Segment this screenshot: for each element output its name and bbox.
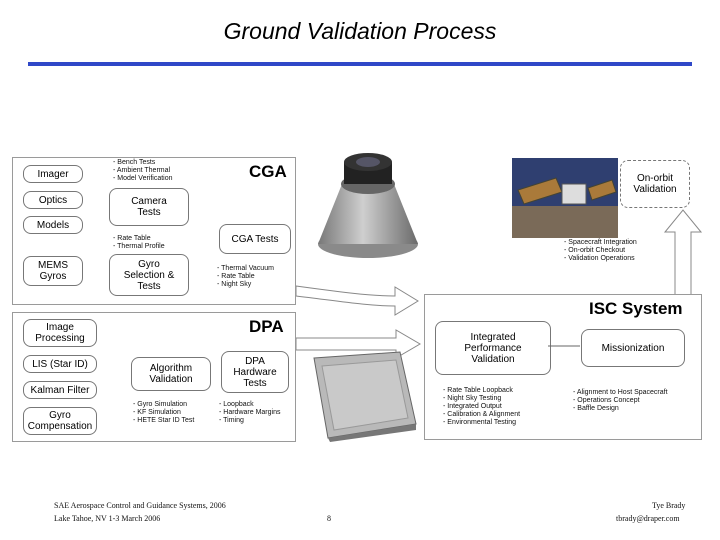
gyro-selection-label: Gyro Selection & Tests: [123, 258, 175, 292]
footer-location: Lake Tahoe, NV 1-3 March 2006: [54, 514, 161, 523]
imager-label: Imager: [37, 168, 69, 180]
footer-author: Tye Brady: [652, 501, 686, 510]
models-label: Models: [36, 219, 70, 231]
camera-notes: - Bench Tests - Ambient Thermal - Model Verification: [113, 159, 173, 182]
satellite-image: [512, 158, 618, 238]
camera-image: [308, 152, 430, 264]
gyro-compensation-label: Gyro Compensation: [27, 410, 93, 432]
mems-gyros-label: MEMS Gyros: [38, 260, 68, 282]
dpa-panel: [12, 312, 296, 442]
image-processing-box: [23, 319, 97, 347]
isc-heading: ISC System: [589, 299, 683, 318]
imager-box: [23, 165, 83, 183]
on-orbit-validation-box: [620, 160, 690, 208]
page-number: 8: [327, 514, 331, 523]
mems-gyros-box: [23, 256, 83, 286]
optics-box: [23, 191, 83, 209]
optics-label: Optics: [38, 194, 68, 206]
isc-panel: [424, 294, 702, 440]
cga-tests-label: CGA Tests: [231, 233, 279, 245]
dpa-heading: DPA: [249, 317, 284, 336]
footer-conference: SAE Aerospace Control and Guidance Systems, 2006: [54, 501, 226, 510]
dpa-hardware-tests-box: [221, 351, 289, 393]
integrated-validation-box: [435, 321, 551, 375]
missionization-label: Missionization: [601, 342, 665, 354]
lis-label: LIS (Star ID): [32, 358, 88, 370]
camera-tests-label: Camera Tests: [131, 196, 167, 218]
algorithm-notes: - Gyro Simulation - KF Simulation - HETE Star ID Test: [133, 401, 195, 424]
on-orbit-notes: - Spacecraft Integration - On-orbit Checkout - Validation Operations: [564, 239, 637, 262]
kalman-filter-box: [23, 381, 97, 399]
gyro-compensation-box: [23, 407, 97, 435]
cga-tests-notes: - Thermal Vacuum - Rate Table - Night Sky: [217, 265, 274, 288]
cga-heading: CGA: [249, 162, 287, 181]
integrated-notes: - Rate Table Loopback - Night Sky Testing - Integrated Output - Calibration & Alignment - Environmental Testing: [443, 387, 521, 426]
cga-panel: [12, 157, 296, 305]
missionization-box: [581, 329, 685, 367]
cga-tests-box: [219, 224, 291, 254]
hardware-notes: - Loopback - Hardware Margins - Timing: [219, 401, 281, 424]
dpa-electronics-image: [304, 350, 422, 442]
missionization-notes: - Alignment to Host Spacecraft - Operations Concept - Baffle Design: [573, 389, 668, 412]
algorithm-validation-box: [131, 357, 211, 391]
models-box: [23, 216, 83, 234]
camera-tests-box: [109, 188, 189, 226]
algorithm-validation-label: Algorithm Validation: [149, 363, 193, 385]
image-processing-label: Image Processing: [35, 322, 85, 344]
footer-email: tbrady@draper.com: [616, 514, 680, 523]
rate-table-notes: - Rate Table - Thermal Profile: [113, 235, 165, 250]
lis-box: [23, 355, 97, 373]
gyro-selection-box: [109, 254, 189, 296]
dpa-hardware-tests-label: DPA Hardware Tests: [233, 355, 277, 389]
on-orbit-validation-label: On-orbit Validation: [633, 173, 677, 195]
slide-title: Ground Validation Process: [223, 18, 497, 44]
integrated-validation-label: Integrated Performance Validation: [464, 331, 522, 365]
kalman-filter-label: Kalman Filter: [30, 384, 90, 396]
